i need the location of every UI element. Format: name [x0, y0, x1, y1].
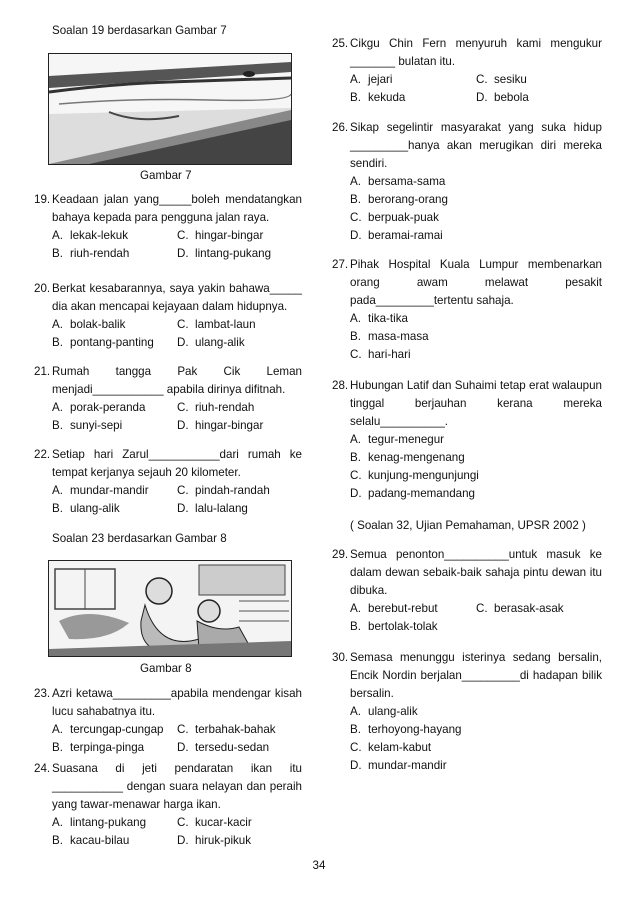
question-27 — [332, 256, 602, 364]
page-number: 34 — [312, 859, 326, 872]
answer-option[interactable] — [350, 328, 602, 346]
question-text: Azri ketawa_________apabila mendengar kisah lucu sahabatnya itu. — [52, 687, 302, 718]
option-text: berpuak-puak — [368, 210, 439, 224]
option-text: bersama-sama — [368, 174, 446, 188]
answer-option[interactable] — [350, 721, 602, 739]
option-letter: B. — [52, 418, 63, 432]
option-letter: B. — [350, 722, 361, 736]
option-letter: A. — [350, 432, 361, 446]
question-text: Semua penonton__________untuk masuk ke dalam dewan sebaik-baik sahaja pintu dewan itu dibuka. — [350, 548, 602, 597]
answer-option[interactable] — [350, 173, 602, 191]
option-text: hingar-bingar — [195, 228, 264, 242]
option-letter: C. — [350, 347, 362, 361]
answer-option[interactable] — [177, 832, 302, 850]
option-letter: A. — [52, 483, 63, 497]
question-20 — [34, 280, 302, 352]
option-letter: A. — [350, 704, 361, 718]
figure-8-instruction: Soalan 23 berdasarkan Gambar 8 — [52, 532, 227, 545]
question-number: 29. — [332, 548, 349, 561]
option-letter: D. — [177, 833, 189, 847]
question-19 — [34, 191, 302, 263]
question-number: 30. — [332, 651, 349, 664]
option-text: hari-hari — [368, 347, 411, 361]
option-letter: D. — [177, 335, 189, 349]
option-text: kunjung-mengunjungi — [368, 468, 479, 482]
answer-option[interactable] — [52, 500, 177, 518]
option-text: kelam-kabut — [368, 740, 432, 754]
option-letter: C. — [350, 740, 362, 754]
question-text: Berkat kesabarannya, saya yakin bahawa_____ dia akan mencapai kejayaan dalam hidupnya. — [52, 282, 302, 313]
option-text: kucar-kacir — [195, 815, 252, 829]
option-text: berasak-asak — [494, 601, 564, 615]
answer-option[interactable] — [350, 485, 602, 503]
answer-option[interactable] — [177, 227, 302, 245]
option-text: jejari — [368, 72, 393, 86]
option-letter: B. — [52, 740, 63, 754]
option-letter: D. — [177, 418, 189, 432]
answer-option[interactable] — [177, 721, 302, 739]
option-letter: B. — [350, 450, 361, 464]
answer-option[interactable] — [350, 346, 602, 364]
question-21 — [34, 363, 302, 435]
option-text: hingar-bingar — [195, 418, 264, 432]
option-letter: C. — [177, 815, 189, 829]
option-letter: A. — [52, 722, 63, 736]
option-letter: A. — [52, 815, 63, 829]
option-letter: C. — [476, 601, 488, 615]
answer-option[interactable] — [177, 316, 302, 334]
option-text: kacau-bilau — [70, 833, 130, 847]
option-text: ulang-alik — [368, 704, 418, 718]
figure-7-instruction: Soalan 19 berdasarkan Gambar 7 — [52, 24, 227, 37]
answer-option[interactable] — [177, 814, 302, 832]
answer-option[interactable] — [350, 227, 602, 245]
answer-option[interactable] — [350, 739, 602, 757]
option-text: tegur-menegur — [368, 432, 445, 446]
option-text: beramai-ramai — [368, 228, 443, 242]
question-text: Keadaan jalan yang_____boleh mendatangkan bahaya kepada para pengguna jalan raya. — [52, 193, 302, 224]
question-26 — [332, 119, 602, 245]
option-letter: B. — [350, 329, 361, 343]
answer-option[interactable] — [52, 334, 177, 352]
option-text: lekak-lekuk — [70, 228, 128, 242]
option-letter: A. — [52, 228, 63, 242]
option-letter: B. — [350, 90, 361, 104]
question-text: Semasa menunggu isterinya sedang bersalin, Encik Nordin berjalan_________di hadapan bilik bersalin. — [350, 651, 602, 700]
answer-option[interactable] — [350, 757, 602, 775]
question-text: Suasana di jeti pendaratan ikan itu ___________ dengan suara nelayan dan peraih yang tawar-menawar harga ikan. — [52, 762, 302, 811]
option-letter: A. — [52, 317, 63, 331]
option-text: tersedu-sedan — [195, 740, 270, 754]
option-text: berorang-orang — [368, 192, 448, 206]
question-text: Hubungan Latif dan Suhaimi tetap erat walaupun tinggal berjauhan kerana mereka selalu__________. — [350, 379, 602, 428]
question-text: Cikgu Chin Fern menyuruh kami mengukur _______ bulatan itu. — [350, 37, 602, 68]
figure-8-friends-drawing — [48, 560, 292, 657]
option-text: riuh-rendah — [70, 246, 130, 260]
answer-option[interactable] — [52, 739, 177, 757]
option-letter: C. — [350, 210, 362, 224]
option-text: sunyi-sepi — [70, 418, 123, 432]
option-letter: B. — [52, 833, 63, 847]
option-text: ulang-alik — [70, 501, 120, 515]
question-number: 21. — [34, 365, 51, 378]
answer-option[interactable] — [350, 703, 602, 721]
option-letter: B. — [52, 246, 63, 260]
question-28 — [332, 377, 602, 503]
option-letter: D. — [350, 758, 362, 772]
answer-option[interactable] — [476, 600, 602, 618]
option-text: porak-peranda — [70, 400, 146, 414]
answer-option[interactable] — [350, 449, 602, 467]
option-letter: D. — [350, 486, 362, 500]
option-text: mundar-mandir — [70, 483, 149, 497]
option-text: terhoyong-hayang — [368, 722, 462, 736]
option-text: lalu-lalang — [195, 501, 248, 515]
option-letter: A. — [350, 72, 361, 86]
answer-option[interactable] — [476, 89, 602, 107]
answer-option[interactable] — [177, 399, 302, 417]
question-29 — [332, 546, 602, 636]
answer-option[interactable] — [52, 227, 177, 245]
answer-option[interactable] — [177, 334, 302, 352]
answer-option[interactable] — [177, 245, 302, 263]
option-text: terbahak-bahak — [195, 722, 276, 736]
option-letter: C. — [177, 400, 189, 414]
option-text: padang-memandang — [368, 486, 475, 500]
option-text: masa-masa — [368, 329, 429, 343]
option-letter: D. — [350, 228, 362, 242]
figure-7-caption: Gambar 7 — [140, 169, 192, 182]
option-letter: A. — [350, 601, 361, 615]
option-text: pindah-randah — [195, 483, 270, 497]
option-letter: C. — [177, 483, 189, 497]
option-letter: D. — [177, 740, 189, 754]
option-text: hiruk-pikuk — [195, 833, 252, 847]
option-text: bolak-balik — [70, 317, 126, 331]
question-number: 19. — [34, 193, 51, 206]
answer-option[interactable] — [52, 245, 177, 263]
answer-option[interactable] — [177, 500, 302, 518]
source-note: ( Soalan 32, Ujian Pemahaman, UPSR 2002 ) — [350, 519, 586, 532]
answer-option[interactable] — [52, 482, 177, 500]
option-text: kekuda — [368, 90, 406, 104]
question-23 — [34, 685, 302, 757]
option-letter: C. — [476, 72, 488, 86]
option-letter: B. — [52, 335, 63, 349]
answer-option[interactable] — [350, 467, 602, 485]
option-text: lambat-laun — [195, 317, 256, 331]
question-25 — [332, 35, 602, 107]
question-number: 25. — [332, 37, 349, 50]
option-text: lintang-pukang — [195, 246, 272, 260]
answer-option[interactable] — [350, 618, 476, 636]
answer-option[interactable] — [52, 399, 177, 417]
figure-7-road-drawing — [48, 53, 292, 165]
answer-option[interactable] — [350, 310, 602, 328]
question-number: 23. — [34, 687, 51, 700]
question-number: 26. — [332, 121, 349, 134]
option-letter: C. — [350, 468, 362, 482]
question-number: 20. — [34, 282, 51, 295]
question-number: 28. — [332, 379, 349, 392]
question-number: 27. — [332, 258, 349, 271]
option-text: mundar-mandir — [368, 758, 447, 772]
answer-option[interactable] — [350, 71, 476, 89]
option-text: pontang-panting — [70, 335, 154, 349]
answer-option[interactable] — [177, 417, 302, 435]
question-text: Rumah tangga Pak Cik Leman menjadi___________ apabila dirinya difitnah. — [52, 365, 302, 396]
question-24 — [34, 760, 302, 850]
question-30 — [332, 649, 602, 775]
question-text: Sikap segelintir masyarakat yang suka hidup _________hanya akan merugikan diri mereka sendiri. — [350, 121, 602, 170]
answer-option[interactable] — [177, 739, 302, 757]
option-text: riuh-rendah — [195, 400, 255, 414]
answer-option[interactable] — [350, 600, 476, 618]
option-text: sesiku — [494, 72, 527, 86]
question-number: 24. — [34, 762, 51, 775]
option-text: berebut-rebut — [368, 601, 438, 615]
option-text: lintang-pukang — [70, 815, 147, 829]
option-text: kenag-mengenang — [368, 450, 465, 464]
option-letter: D. — [177, 501, 189, 515]
option-letter: A. — [350, 174, 361, 188]
answer-option[interactable] — [52, 417, 177, 435]
question-text: Pihak Hospital Kuala Lumpur membenarkan orang awam melawat pesakit pada_________tertentu sahaja. — [350, 258, 602, 307]
option-letter: A. — [52, 400, 63, 414]
option-letter: B. — [350, 192, 361, 206]
option-letter: B. — [52, 501, 63, 515]
option-letter: D. — [476, 90, 488, 104]
answer-option[interactable] — [52, 832, 177, 850]
question-text: Setiap hari Zarul___________dari rumah ke tempat kerjanya sejauh 20 kilometer. — [52, 448, 302, 479]
answer-option[interactable] — [52, 814, 177, 832]
answer-option[interactable] — [177, 482, 302, 500]
option-text: ulang-alik — [195, 335, 245, 349]
answer-option[interactable] — [350, 209, 602, 227]
answer-option[interactable] — [52, 721, 177, 739]
option-text: tika-tika — [368, 311, 408, 325]
option-text: tercungap-cungap — [70, 722, 164, 736]
option-letter: C. — [177, 722, 189, 736]
figure-8-caption: Gambar 8 — [140, 662, 192, 675]
option-text: terpinga-pinga — [70, 740, 145, 754]
question-22 — [34, 446, 302, 518]
option-letter: C. — [177, 228, 189, 242]
option-letter: C. — [177, 317, 189, 331]
answer-option[interactable] — [52, 316, 177, 334]
question-number: 22. — [34, 448, 51, 461]
option-text: bebola — [494, 90, 529, 104]
answer-option[interactable] — [350, 431, 602, 449]
option-letter: B. — [350, 619, 361, 633]
answer-option[interactable] — [476, 71, 602, 89]
answer-option[interactable] — [350, 89, 476, 107]
option-letter: A. — [350, 311, 361, 325]
option-text: bertolak-tolak — [368, 619, 438, 633]
option-letter: D. — [177, 246, 189, 260]
answer-option[interactable] — [350, 191, 602, 209]
